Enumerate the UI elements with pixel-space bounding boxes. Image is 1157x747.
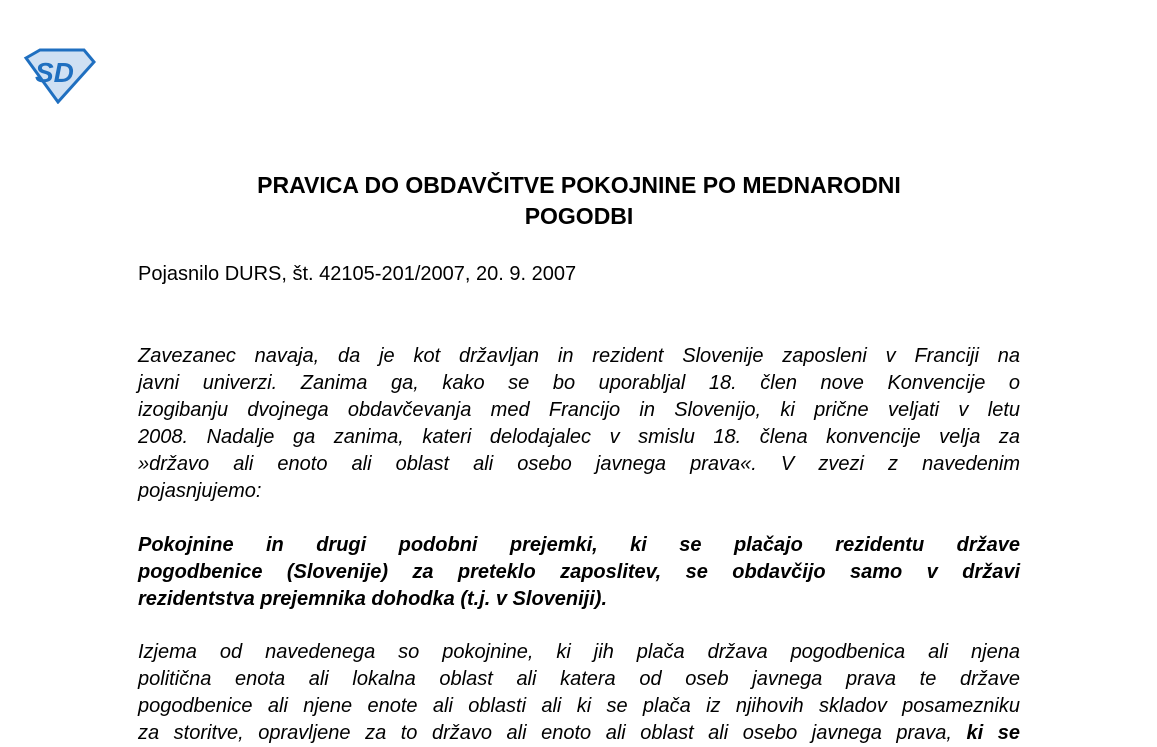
text-line: Izjema od navedenega so pokojnine, ki jih plača država pogodbenica ali njena bbox=[138, 641, 1020, 663]
text-line: politična enota ali lokalna oblast ali katera od oseb javnega prava te države bbox=[138, 668, 1020, 690]
text-line: rezidentstva prejemnika dohodka (t.j. v Sloveniji). bbox=[138, 588, 608, 610]
paragraph-rule bbox=[138, 532, 1020, 613]
text-line: pogodbenice ali njene enote ali oblasti ali ki se plača iz njihovih skladov posamezniku bbox=[138, 695, 1020, 717]
text-line: Pokojnine in drugi podobni prejemki, ki se plačajo rezidentu države bbox=[138, 534, 1020, 556]
document-reference: Pojasnilo DURS, št. 42105-201/2007, 20. 9. 2007 bbox=[138, 263, 577, 285]
text-line: 2008. Nadalje ga zanima, kateri delodajalec v smislu 18. člena konvencije velja za bbox=[138, 426, 1020, 448]
paragraph-question bbox=[138, 343, 1020, 505]
text-line: pojasnjujemo: bbox=[138, 480, 262, 502]
text-line: »državo ali enoto ali oblast ali osebo javnega prava«. V zvezi z navedenim bbox=[138, 453, 1020, 475]
title-line: POGODBI bbox=[524, 203, 634, 229]
company-logo bbox=[22, 48, 96, 104]
text-line: Zavezanec navaja, da je kot državljan in rezident Slovenije zaposleni v Franciji na bbox=[138, 345, 1020, 367]
svg-text:SD: SD bbox=[35, 57, 74, 88]
text-segment-bold: ki se bbox=[966, 722, 1021, 744]
document-title bbox=[138, 170, 1020, 232]
title-line: PRAVICA DO OBDAVČITVE POKOJNINE PO MEDNARODNI bbox=[257, 172, 901, 198]
text-line: javni univerzi. Zanima ga, kako se bo uporabljal 18. člen nove Konvencije o bbox=[138, 372, 1020, 394]
paragraph-exception bbox=[138, 639, 1020, 747]
text-line: pogodbenice (Slovenije) za preteklo zaposlitev, se obdavčijo samo v državi bbox=[138, 561, 1020, 583]
text-segment: za storitve, opravljene za to državo ali enoto ali oblast ali osebo javnega prava, bbox=[138, 722, 952, 744]
text-line: izogibanju dvojnega obdavčevanja med Francijo in Slovenijo, ki prične veljati v letu bbox=[138, 399, 1020, 421]
